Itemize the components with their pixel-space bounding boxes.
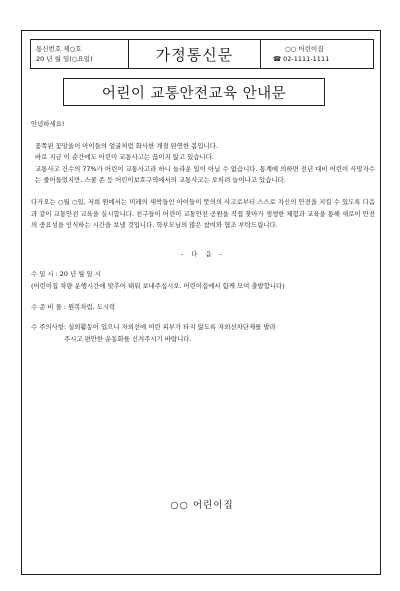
header-title: 가정통신문: [155, 45, 234, 64]
detail-notes: [31, 322, 375, 345]
notice-body: [31, 119, 375, 345]
notice-page: [21, 30, 381, 575]
greeting: 안녕하세요!: [31, 120, 65, 128]
intro-line: 꽃쪽핀 꽃망울이 아이들의 얼굴처럼 화사한 계절 완연한 봄입니다.: [35, 141, 218, 150]
school-phone: ☎ 02-1111-1111: [273, 55, 330, 63]
notes-line: 수 주의사항: 실외활동이 있으니 자외선에 여린 피부가 타지 않도록 자외선차단제를 발라: [31, 323, 276, 332]
notes-line: 주시고 편안한 운동화를 신겨주시기 바랍니다.: [64, 334, 192, 343]
header-center: [129, 40, 261, 68]
header-box: [30, 39, 374, 69]
page-title: 어린이 교통안전교육 안내문: [63, 78, 325, 106]
school-name: ○○ 어린이집: [285, 45, 324, 53]
intro-line: 바로 지금 이 순간에도 어린이 교통사고는 끊이지 않고 있습니다.: [35, 153, 214, 162]
intro-line: 교통사고 건수의 77%가 어린이 교통사고라 하니 놀라운 일이 아닐 수 없습니다. 통계에 의하면 전년 대비 어린이 사망자수는 줄어들었지만, 스쿨 존 등 어린이보호구역에서의 교통사고는 오히려 늘어나고 있습니다.: [35, 164, 375, 185]
detail-prep: 수 준 비 물 : 원복차림, 도시락: [31, 302, 116, 311]
header-left: [31, 40, 129, 68]
date-label: 수 일 시 : 20 년 월 일 시: [31, 270, 101, 279]
header-right: [261, 40, 373, 68]
event-paragraph: 다가오는 ○월 ○일, 저희 원에서는 미래의 새싹들인 아이들이 뜻의의 사고로부터 스스로 자신의 안전을 지킬 수 있도록 다음과 같이 교통안전 교육을 실시합니다. 친구들이 어린이 교통안전 공원을 직접 찾아가 생생한 체험과 교육을 통해 새로이 안전의 중요성을 인식하는 시간을 보낼 것입니다. 학부모님의 많은 참여와 협조 부탁드립니다.: [31, 197, 375, 230]
divider-heading: - 다 음 -: [180, 249, 226, 258]
notice-number: 통신번호 제○호: [36, 45, 82, 53]
intro-paragraph: [31, 141, 375, 164]
signature: ○○ 어린이집: [170, 500, 234, 511]
date-note: (어린이집 차량 운행시간에 맞추어 태워 보내주십시오. 어린이집에서 함께 모여 출발합니다): [31, 281, 285, 290]
notice-date: 20 년 월 일(○요일): [36, 55, 93, 63]
detail-date: [31, 269, 375, 292]
